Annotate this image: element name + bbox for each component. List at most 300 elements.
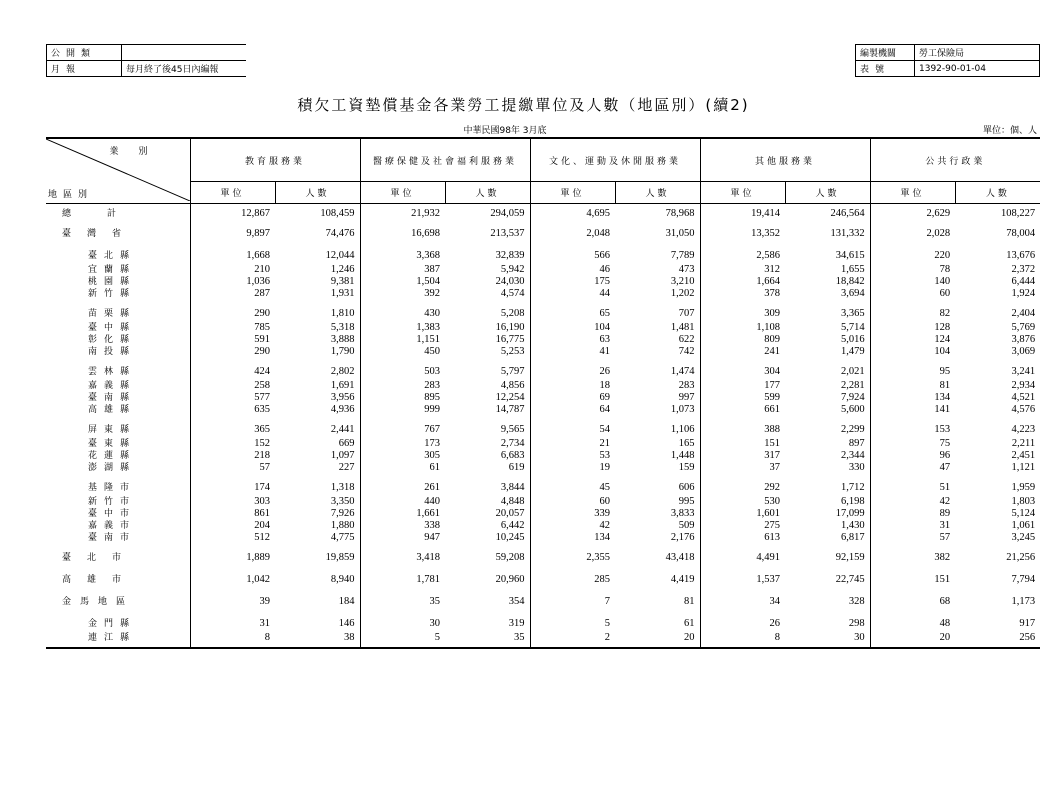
table-row xyxy=(46,566,1040,588)
region-name: 臺南縣 xyxy=(46,392,190,404)
cell-persons: 2,934 xyxy=(1011,380,1036,391)
cell-units: 3,418 xyxy=(360,544,445,566)
cell-persons: 1,803 xyxy=(1011,496,1036,507)
cell-units: 174 xyxy=(190,474,275,496)
table-row xyxy=(46,220,1040,242)
cell-units: 512 xyxy=(190,532,275,544)
industry-header-health: 醫療保健及社會福利服務業 xyxy=(360,138,530,182)
cell-units: 1,781 xyxy=(360,566,445,588)
cell-persons: 43,418 xyxy=(665,552,695,563)
cell-units: 54 xyxy=(530,416,615,438)
region-name: 桃園縣 xyxy=(46,276,190,288)
corner-header xyxy=(46,138,190,204)
cell-persons: 1,810 xyxy=(330,308,355,319)
cell-persons: 4,775 xyxy=(330,532,355,543)
cell-persons: 5,769 xyxy=(1011,322,1036,333)
cell-persons: 509 xyxy=(678,520,695,531)
cell-persons: 669 xyxy=(338,438,355,449)
cell-persons: 34,615 xyxy=(835,250,865,261)
cell-persons: 5,942 xyxy=(500,264,525,275)
region-name: 花蓮縣 xyxy=(46,450,190,462)
cell-persons: 1,924 xyxy=(1011,288,1036,299)
table-row xyxy=(46,416,1040,438)
cell-persons: 165 xyxy=(678,438,695,449)
cell-units: 153 xyxy=(870,416,955,438)
cell-units: 21,932 xyxy=(360,204,445,221)
cell-persons: 227 xyxy=(338,462,355,473)
cell-units: 151 xyxy=(700,438,785,450)
cell-persons: 1,448 xyxy=(670,450,695,461)
cell-units: 177 xyxy=(700,380,785,392)
cell-persons: 2,344 xyxy=(840,450,865,461)
cell-units: 48 xyxy=(870,610,955,632)
cell-units: 309 xyxy=(700,300,785,322)
cell-units: 283 xyxy=(360,380,445,392)
cell-persons: 78,968 xyxy=(665,208,695,219)
table-row xyxy=(46,450,1040,462)
cell-units: 124 xyxy=(870,334,955,346)
cell-persons: 81 xyxy=(684,596,695,607)
cell-units: 60 xyxy=(870,288,955,300)
cell-persons: 4,574 xyxy=(500,288,525,299)
cell-persons: 19,859 xyxy=(325,552,355,563)
industry-header-public: 公共行政業 xyxy=(870,138,1040,182)
cell-persons: 3,844 xyxy=(500,482,525,493)
cell-persons: 1,097 xyxy=(330,450,355,461)
sub-header-units: 單位 xyxy=(360,182,445,204)
corner-region-label: 地區別 xyxy=(48,190,94,200)
cell-units: 1,383 xyxy=(360,322,445,334)
cell-units: 450 xyxy=(360,346,445,358)
cell-persons: 354 xyxy=(508,596,525,607)
region-name: 臺中縣 xyxy=(46,322,190,334)
cell-persons: 619 xyxy=(508,462,525,473)
table-row xyxy=(46,322,1040,334)
cell-units: 37 xyxy=(700,462,785,474)
cell-persons: 5,714 xyxy=(840,322,865,333)
cell-persons: 22,745 xyxy=(835,574,865,585)
cell-persons: 14,787 xyxy=(495,404,525,415)
cell-persons: 8,940 xyxy=(330,574,355,585)
cell-persons: 2,404 xyxy=(1011,308,1036,319)
cell-persons: 3,833 xyxy=(670,508,695,519)
table-row xyxy=(46,474,1040,496)
region-name: 彰化縣 xyxy=(46,334,190,346)
table-row xyxy=(46,404,1040,416)
cell-persons: 35 xyxy=(445,632,530,648)
cell-units: 26 xyxy=(530,358,615,380)
cell-persons: 1,474 xyxy=(670,366,695,377)
cell-persons: 7,794 xyxy=(1011,574,1036,585)
cell-persons: 13,676 xyxy=(1006,250,1036,261)
cell-units: 613 xyxy=(700,532,785,544)
cell-persons: 1,430 xyxy=(840,520,865,531)
cell-units: 261 xyxy=(360,474,445,496)
cell-units: 140 xyxy=(870,276,955,288)
cell-units: 96 xyxy=(870,450,955,462)
cell-persons: 6,444 xyxy=(1011,276,1036,287)
cell-units: 4,695 xyxy=(530,204,615,221)
cell-units: 35 xyxy=(360,588,445,610)
table-row xyxy=(46,496,1040,508)
cell-units: 2,028 xyxy=(870,220,955,242)
cell-persons: 1,790 xyxy=(330,346,355,357)
cell-units: 2,586 xyxy=(700,242,785,264)
cell-persons: 2,441 xyxy=(330,424,355,435)
cell-persons: 1,246 xyxy=(330,264,355,275)
cell-persons: 4,576 xyxy=(1011,404,1036,415)
cell-persons: 18,842 xyxy=(835,276,865,287)
cell-persons: 897 xyxy=(848,438,865,449)
cell-units: 1,601 xyxy=(700,508,785,520)
cell-persons: 1,931 xyxy=(330,288,355,299)
cell-units: 305 xyxy=(360,450,445,462)
cell-units: 591 xyxy=(190,334,275,346)
cell-persons: 16,775 xyxy=(495,334,525,345)
cell-units: 338 xyxy=(360,520,445,532)
header-left-box xyxy=(46,44,246,77)
cell-persons: 1,318 xyxy=(330,482,355,493)
cell-persons: 2,211 xyxy=(1011,438,1036,449)
cell-units: 78 xyxy=(870,264,955,276)
cell-persons: 61 xyxy=(684,618,695,629)
region-name: 金馬地區 xyxy=(46,588,190,610)
table-row xyxy=(46,632,1040,648)
cell-persons: 5,600 xyxy=(840,404,865,415)
table-row xyxy=(46,288,1040,300)
cell-units: 53 xyxy=(530,450,615,462)
data-table xyxy=(46,137,1040,649)
cell-persons: 6,683 xyxy=(500,450,525,461)
cell-persons: 131,332 xyxy=(830,228,865,239)
cell-units: 1,661 xyxy=(360,508,445,520)
sub-header-units: 單位 xyxy=(870,182,955,204)
cell-persons: 283 xyxy=(678,380,695,391)
cell-persons: 1,479 xyxy=(840,346,865,357)
cell-persons: 2,176 xyxy=(670,532,695,543)
cell-units: 895 xyxy=(360,392,445,404)
region-name: 臺東縣 xyxy=(46,438,190,450)
cell-units: 12,867 xyxy=(190,204,275,221)
cell-units: 303 xyxy=(190,496,275,508)
compile-note: 每月終了後45日內編報 xyxy=(122,61,247,77)
cell-persons: 3,888 xyxy=(330,334,355,345)
cell-persons: 6,817 xyxy=(840,532,865,543)
cell-units: 19,414 xyxy=(700,204,785,221)
cell-units: 218 xyxy=(190,450,275,462)
table-row xyxy=(46,462,1040,474)
cell-units: 152 xyxy=(190,438,275,450)
cell-units: 1,668 xyxy=(190,242,275,264)
cell-persons: 9,565 xyxy=(500,424,525,435)
cell-units: 8 xyxy=(190,632,275,648)
cell-persons: 1,073 xyxy=(670,404,695,415)
cell-persons: 2,372 xyxy=(1011,264,1036,275)
cell-persons: 5,016 xyxy=(840,334,865,345)
cell-units: 39 xyxy=(190,588,275,610)
cell-persons: 2,734 xyxy=(500,438,525,449)
cell-units: 68 xyxy=(870,588,955,610)
cell-units: 430 xyxy=(360,300,445,322)
cell-units: 16,698 xyxy=(360,220,445,242)
cell-units: 566 xyxy=(530,242,615,264)
industry-header-education: 教育服務業 xyxy=(190,138,360,182)
agency-name: 勞工保險局 xyxy=(915,45,1040,61)
table-body xyxy=(46,204,1040,649)
cell-units: 65 xyxy=(530,300,615,322)
table-row xyxy=(46,532,1040,544)
cell-units: 1,036 xyxy=(190,276,275,288)
cell-persons: 4,419 xyxy=(670,574,695,585)
cell-units: 41 xyxy=(530,346,615,358)
cell-units: 530 xyxy=(700,496,785,508)
region-name: 臺北縣 xyxy=(46,242,190,264)
table-row xyxy=(46,242,1040,264)
cell-units: 1,664 xyxy=(700,276,785,288)
cell-units: 5 xyxy=(360,632,445,648)
cell-units: 128 xyxy=(870,322,955,334)
cell-units: 287 xyxy=(190,288,275,300)
cell-units: 861 xyxy=(190,508,275,520)
sub-header-persons: 人數 xyxy=(955,182,1040,204)
cell-persons: 3,069 xyxy=(1011,346,1036,357)
sub-header-persons: 人數 xyxy=(615,182,700,204)
cell-persons: 298 xyxy=(848,618,865,629)
cell-persons: 2,451 xyxy=(1011,450,1036,461)
cell-persons: 7,789 xyxy=(670,250,695,261)
cell-persons: 606 xyxy=(678,482,695,493)
cell-units: 220 xyxy=(870,242,955,264)
cell-persons: 5,253 xyxy=(500,346,525,357)
cell-persons: 246,564 xyxy=(830,208,865,219)
cell-units: 81 xyxy=(870,380,955,392)
cell-persons: 4,936 xyxy=(330,404,355,415)
sub-header-units: 單位 xyxy=(700,182,785,204)
sub-header-persons: 人數 xyxy=(785,182,870,204)
cell-units: 134 xyxy=(530,532,615,544)
cell-units: 69 xyxy=(530,392,615,404)
corner-industry-label: 業別 xyxy=(109,147,168,157)
cell-persons: 1,959 xyxy=(1011,482,1036,493)
cell-units: 2 xyxy=(530,632,615,648)
cell-units: 30 xyxy=(360,610,445,632)
cell-persons: 92,159 xyxy=(835,552,865,563)
form-label: 表號 xyxy=(856,61,915,77)
cell-units: 382 xyxy=(870,544,955,566)
region-name: 屏東縣 xyxy=(46,416,190,438)
cell-persons: 5,318 xyxy=(330,322,355,333)
cell-units: 9,897 xyxy=(190,220,275,242)
cell-units: 339 xyxy=(530,508,615,520)
cell-persons: 59,208 xyxy=(495,552,525,563)
cell-persons: 319 xyxy=(508,618,525,629)
cell-units: 57 xyxy=(870,532,955,544)
cell-persons: 3,956 xyxy=(330,392,355,403)
cell-persons: 1,655 xyxy=(840,264,865,275)
cell-units: 57 xyxy=(190,462,275,474)
region-name: 臺南市 xyxy=(46,532,190,544)
cell-persons: 21,256 xyxy=(1006,552,1036,563)
cell-units: 661 xyxy=(700,404,785,416)
cell-units: 61 xyxy=(360,462,445,474)
cell-units: 285 xyxy=(530,566,615,588)
cell-persons: 995 xyxy=(678,496,695,507)
cell-persons: 10,245 xyxy=(495,532,525,543)
cell-units: 388 xyxy=(700,416,785,438)
cell-units: 42 xyxy=(530,520,615,532)
cell-units: 45 xyxy=(530,474,615,496)
cell-persons: 7,926 xyxy=(330,508,355,519)
cell-persons: 256 xyxy=(955,632,1040,648)
cell-persons: 5,208 xyxy=(500,308,525,319)
cell-persons: 1,481 xyxy=(670,322,695,333)
cell-persons: 742 xyxy=(678,346,695,357)
cell-units: 26 xyxy=(700,610,785,632)
cell-units: 18 xyxy=(530,380,615,392)
cell-units: 424 xyxy=(190,358,275,380)
cell-persons: 473 xyxy=(678,264,695,275)
cell-persons: 917 xyxy=(1019,618,1036,629)
cell-persons: 1,880 xyxy=(330,520,355,531)
cell-units: 7 xyxy=(530,588,615,610)
cell-units: 19 xyxy=(530,462,615,474)
cell-units: 31 xyxy=(870,520,955,532)
cell-units: 89 xyxy=(870,508,955,520)
cell-persons: 20,960 xyxy=(495,574,525,585)
region-name: 高雄縣 xyxy=(46,404,190,416)
cell-persons: 1,061 xyxy=(1011,520,1036,531)
cell-persons: 6,442 xyxy=(500,520,525,531)
cell-units: 5 xyxy=(530,610,615,632)
region-name: 金門縣 xyxy=(46,610,190,632)
cell-persons: 622 xyxy=(678,334,695,345)
cell-units: 20 xyxy=(870,632,955,648)
region-name: 高雄市 xyxy=(46,566,190,588)
cell-persons: 7,924 xyxy=(840,392,865,403)
region-name: 澎湖縣 xyxy=(46,462,190,474)
cell-persons: 184 xyxy=(338,596,355,607)
cell-units: 392 xyxy=(360,288,445,300)
region-name: 苗栗縣 xyxy=(46,300,190,322)
cell-units: 42 xyxy=(870,496,955,508)
region-name: 臺灣省 xyxy=(46,220,190,242)
sub-header-persons: 人數 xyxy=(275,182,360,204)
cell-units: 1,108 xyxy=(700,322,785,334)
cell-units: 440 xyxy=(360,496,445,508)
region-name: 臺北市 xyxy=(46,544,190,566)
cell-persons: 78,004 xyxy=(1006,228,1036,239)
cell-units: 173 xyxy=(360,438,445,450)
cell-persons: 3,350 xyxy=(330,496,355,507)
cell-persons: 2,281 xyxy=(840,380,865,391)
table-row xyxy=(46,300,1040,322)
cell-units: 104 xyxy=(870,346,955,358)
form-number: 1392-90-01-04 xyxy=(915,61,1040,77)
sub-header-units: 單位 xyxy=(530,182,615,204)
cell-persons: 2,021 xyxy=(840,366,865,377)
cell-persons: 2,802 xyxy=(330,366,355,377)
cell-persons: 3,876 xyxy=(1011,334,1036,345)
cell-persons: 30 xyxy=(785,632,870,648)
cell-units: 290 xyxy=(190,300,275,322)
cell-units: 275 xyxy=(700,520,785,532)
cell-units: 317 xyxy=(700,450,785,462)
cell-persons: 3,245 xyxy=(1011,532,1036,543)
report-title: 積欠工資墊償基金各業勞工提繳單位及人數（地區別）(續2) xyxy=(297,96,750,114)
cell-units: 312 xyxy=(700,264,785,276)
cell-persons: 32,839 xyxy=(495,250,525,261)
cell-persons: 707 xyxy=(678,308,695,319)
sub-header-units: 單位 xyxy=(190,182,275,204)
cell-persons: 1,173 xyxy=(1011,596,1036,607)
region-name: 新竹市 xyxy=(46,496,190,508)
cell-units: 947 xyxy=(360,532,445,544)
cell-persons: 146 xyxy=(338,618,355,629)
cell-units: 1,042 xyxy=(190,566,275,588)
cell-units: 3,368 xyxy=(360,242,445,264)
table-row xyxy=(46,346,1040,358)
cell-units: 141 xyxy=(870,404,955,416)
region-name: 基隆市 xyxy=(46,474,190,496)
cell-units: 599 xyxy=(700,392,785,404)
cell-persons: 4,521 xyxy=(1011,392,1036,403)
cell-persons: 3,694 xyxy=(840,288,865,299)
region-name: 總計 xyxy=(46,204,190,221)
cell-persons: 12,044 xyxy=(325,250,355,261)
region-name: 宜蘭縣 xyxy=(46,264,190,276)
cell-units: 635 xyxy=(190,404,275,416)
cell-units: 204 xyxy=(190,520,275,532)
table-row xyxy=(46,276,1040,288)
cell-persons: 213,537 xyxy=(490,228,525,239)
cell-units: 46 xyxy=(530,264,615,276)
cell-persons: 5,124 xyxy=(1011,508,1036,519)
cell-persons: 4,856 xyxy=(500,380,525,391)
cell-units: 1,537 xyxy=(700,566,785,588)
table-row xyxy=(46,334,1040,346)
cell-units: 31 xyxy=(190,610,275,632)
table-row xyxy=(46,204,1040,221)
cell-units: 104 xyxy=(530,322,615,334)
cell-units: 51 xyxy=(870,474,955,496)
cell-persons: 328 xyxy=(848,596,865,607)
cell-units: 304 xyxy=(700,358,785,380)
cell-persons: 3,210 xyxy=(670,276,695,287)
cell-units: 503 xyxy=(360,358,445,380)
cell-units: 44 xyxy=(530,288,615,300)
cell-persons: 38 xyxy=(275,632,360,648)
cell-units: 34 xyxy=(700,588,785,610)
cell-units: 4,491 xyxy=(700,544,785,566)
cell-units: 1,504 xyxy=(360,276,445,288)
cell-units: 241 xyxy=(700,346,785,358)
table-row xyxy=(46,380,1040,392)
cell-units: 290 xyxy=(190,346,275,358)
cell-persons: 4,848 xyxy=(500,496,525,507)
cell-units: 365 xyxy=(190,416,275,438)
cell-persons: 1,691 xyxy=(330,380,355,391)
table-row xyxy=(46,610,1040,632)
cell-persons: 1,712 xyxy=(840,482,865,493)
sub-header-persons: 人數 xyxy=(445,182,530,204)
cell-units: 785 xyxy=(190,322,275,334)
cell-units: 64 xyxy=(530,404,615,416)
cell-persons: 16,190 xyxy=(495,322,525,333)
cell-persons: 294,059 xyxy=(490,208,525,219)
region-name: 嘉義縣 xyxy=(46,380,190,392)
cell-persons: 20 xyxy=(615,632,700,648)
table-row xyxy=(46,520,1040,532)
